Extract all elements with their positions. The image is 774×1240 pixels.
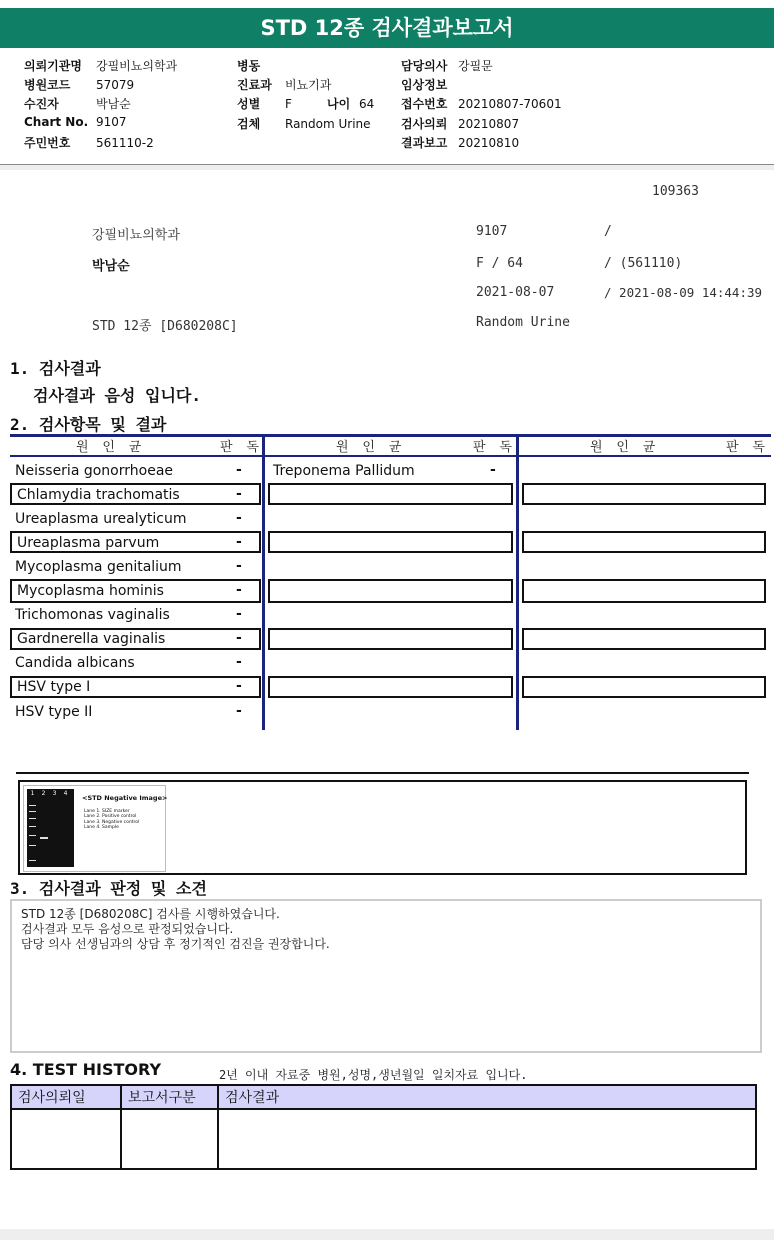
header-value: Random Urine — [285, 117, 371, 131]
header-label: 진료과 — [237, 78, 272, 92]
organism-result: - — [236, 606, 242, 622]
header-value: 57079 — [96, 78, 135, 92]
header-column-3 — [401, 57, 562, 153]
header-label: 병원코드 — [24, 78, 71, 92]
header-label: Chart No. — [24, 115, 89, 129]
header-label: 수진자 — [24, 97, 59, 111]
header-label: 임상정보 — [401, 78, 448, 92]
results-column-divider-2 — [516, 434, 519, 730]
organism-result: - — [236, 678, 242, 694]
info-birth: / (561110) — [604, 256, 683, 271]
gel-legend — [84, 809, 139, 830]
report-code: 109363 — [652, 184, 699, 199]
info-report-datetime: / 2021-08-09 14:44:39 — [604, 285, 763, 300]
gel-top-rule — [16, 772, 749, 774]
section4-title: 4. TEST HISTORY — [10, 1060, 162, 1079]
header-label: 의뢰기관명 — [24, 59, 82, 73]
info-test-name: STD 12종 [D680208C] — [92, 319, 238, 334]
header-label: 접수번호 — [401, 97, 448, 111]
organism-result: - — [236, 534, 242, 550]
col2-header-organism: 원 인 균 — [336, 440, 405, 455]
header-value: 강필비뇨의학과 — [96, 59, 178, 73]
info-specimen: Random Urine — [476, 315, 570, 330]
opinion-line: 검사결과 모두 음성으로 판정되었습니다. — [21, 922, 234, 936]
col3-header-organism: 원 인 균 — [590, 440, 659, 455]
organism-name: Mycoplasma genitalium — [15, 559, 182, 575]
header-value: 561110-2 — [96, 136, 154, 150]
info-sex-age: F / 64 — [476, 256, 523, 271]
organism-name: Candida albicans — [15, 655, 135, 671]
history-cell — [121, 1109, 218, 1169]
info-clinic: 강필비뇨의학과 — [92, 228, 180, 243]
header-column-2 — [237, 57, 374, 134]
organism-result: - — [236, 703, 242, 719]
gel-lane-number: 1 — [30, 790, 35, 797]
organism-name: Mycoplasma hominis — [17, 583, 164, 599]
header-value: 20210807-70601 — [458, 97, 562, 111]
gel-lane-number: 2 — [41, 790, 46, 797]
organism-result: - — [236, 558, 242, 574]
gel-image-panel — [23, 785, 166, 872]
gel-legend-item: Lane 3. Negative control — [84, 819, 140, 825]
col1-header-organism: 원 인 균 — [76, 440, 145, 455]
header-column-1 — [24, 57, 177, 153]
empty-row-box — [268, 628, 513, 650]
organism-name: Gardnerella vaginalis — [17, 631, 166, 647]
header-label: 검체 — [237, 117, 261, 131]
history-col-header: 보고서구분 — [121, 1085, 218, 1109]
info-chart: 9107 — [476, 224, 508, 239]
empty-row-box — [268, 579, 513, 603]
gel-lanes-picture — [27, 789, 74, 867]
gel-lane-numbers — [27, 790, 74, 797]
col3-header-result: 판 독 — [726, 440, 768, 455]
history-col-header: 검사의뢰일 — [11, 1085, 121, 1109]
info-separator: / — [604, 224, 612, 239]
empty-row-box — [268, 483, 513, 505]
report-title: STD 12종 검사결과보고서 — [260, 16, 514, 40]
opinion-box — [10, 899, 762, 1053]
header-value: 20210810 — [458, 136, 520, 150]
history-note: 2년 이내 자료중 병원,성명,생년월일 일치자료 입니다. — [219, 1068, 528, 1082]
age-value: 64 — [359, 97, 375, 111]
gel-caption: <STD Negative Image> — [82, 794, 168, 802]
header-label: 성별 — [237, 97, 261, 111]
empty-row-box — [522, 579, 766, 603]
header-label: 주민번호 — [24, 136, 71, 150]
header-value: 20210807 — [458, 117, 520, 131]
organism-result: - — [236, 486, 242, 502]
info-patient-name: 박남순 — [92, 259, 130, 274]
organism-name: Neisseria gonorrhoeae — [15, 463, 174, 479]
header-value: F — [285, 97, 292, 111]
empty-row-box — [268, 676, 513, 698]
gel-legend-item: Lane 4. Sample — [84, 824, 119, 830]
header-value: 강필문 — [458, 59, 493, 73]
col2-header-result: 판 독 — [473, 440, 515, 455]
organism-name: Trichomonas vaginalis — [15, 607, 170, 623]
organism-name: Ureaplasma urealyticum — [15, 511, 187, 527]
empty-row-box — [522, 628, 766, 650]
gel-lane-number: 4 — [63, 790, 68, 797]
organism-name: HSV type I — [17, 679, 91, 695]
history-header-row — [11, 1085, 756, 1109]
organism-result: - — [236, 462, 242, 478]
history-cell — [218, 1109, 756, 1169]
organism-result: - — [490, 462, 496, 478]
header-divider-shadow — [0, 165, 774, 170]
opinion-line: STD 12종 [D680208C] 검사를 시행하였습니다. — [21, 907, 280, 921]
gel-legend-item: Lane 2. Positive control — [84, 814, 137, 820]
test-history-table — [10, 1084, 757, 1170]
gel-legend-item: Lane 1. SIZE marker — [84, 809, 130, 814]
results-column-divider-1 — [262, 434, 265, 730]
empty-row-box — [522, 531, 766, 553]
header-label: 검사의뢰 — [401, 117, 448, 131]
header-label: 병동 — [237, 59, 261, 73]
empty-row-box — [522, 676, 766, 698]
organism-name: Ureaplasma parvum — [17, 535, 160, 551]
report-title-bar — [0, 8, 774, 48]
header-value: 9107 — [96, 115, 127, 129]
organism-name: Treponema Pallidum — [273, 463, 415, 479]
footer-band — [0, 1229, 774, 1240]
empty-row-box — [522, 483, 766, 505]
organism-name: Chlamydia trachomatis — [17, 487, 180, 503]
organism-result: - — [236, 654, 242, 670]
section2-title: 2. 검사항목 및 결과 — [10, 415, 167, 434]
gel-lane-number: 3 — [52, 790, 57, 797]
opinion-line: 담당 의사 선생님과의 상담 후 정기적인 검진을 권장합니다. — [21, 937, 330, 951]
header-value: 비뇨기과 — [285, 78, 332, 92]
section1-title: 1. 검사결과 — [10, 359, 101, 378]
section3-title: 3. 검사결과 판정 및 소견 — [10, 879, 207, 898]
organism-result: - — [236, 510, 242, 526]
empty-row-box — [268, 531, 513, 553]
history-empty-row — [11, 1109, 756, 1169]
section1-result: 검사결과 음성 입니다. — [33, 386, 202, 405]
header-label: 담당의사 — [401, 59, 448, 73]
organism-result: - — [236, 582, 242, 598]
col1-header-result: 판 독 — [220, 440, 262, 455]
history-col-header: 검사결과 — [218, 1085, 756, 1109]
organism-result: - — [236, 630, 242, 646]
history-cell — [11, 1109, 121, 1169]
header-label: 결과보고 — [401, 136, 448, 150]
info-request-date: 2021-08-07 — [476, 285, 555, 300]
header-value: 박남순 — [96, 97, 131, 111]
organism-name: HSV type II — [15, 704, 93, 720]
age-label: 나이 — [327, 97, 351, 111]
